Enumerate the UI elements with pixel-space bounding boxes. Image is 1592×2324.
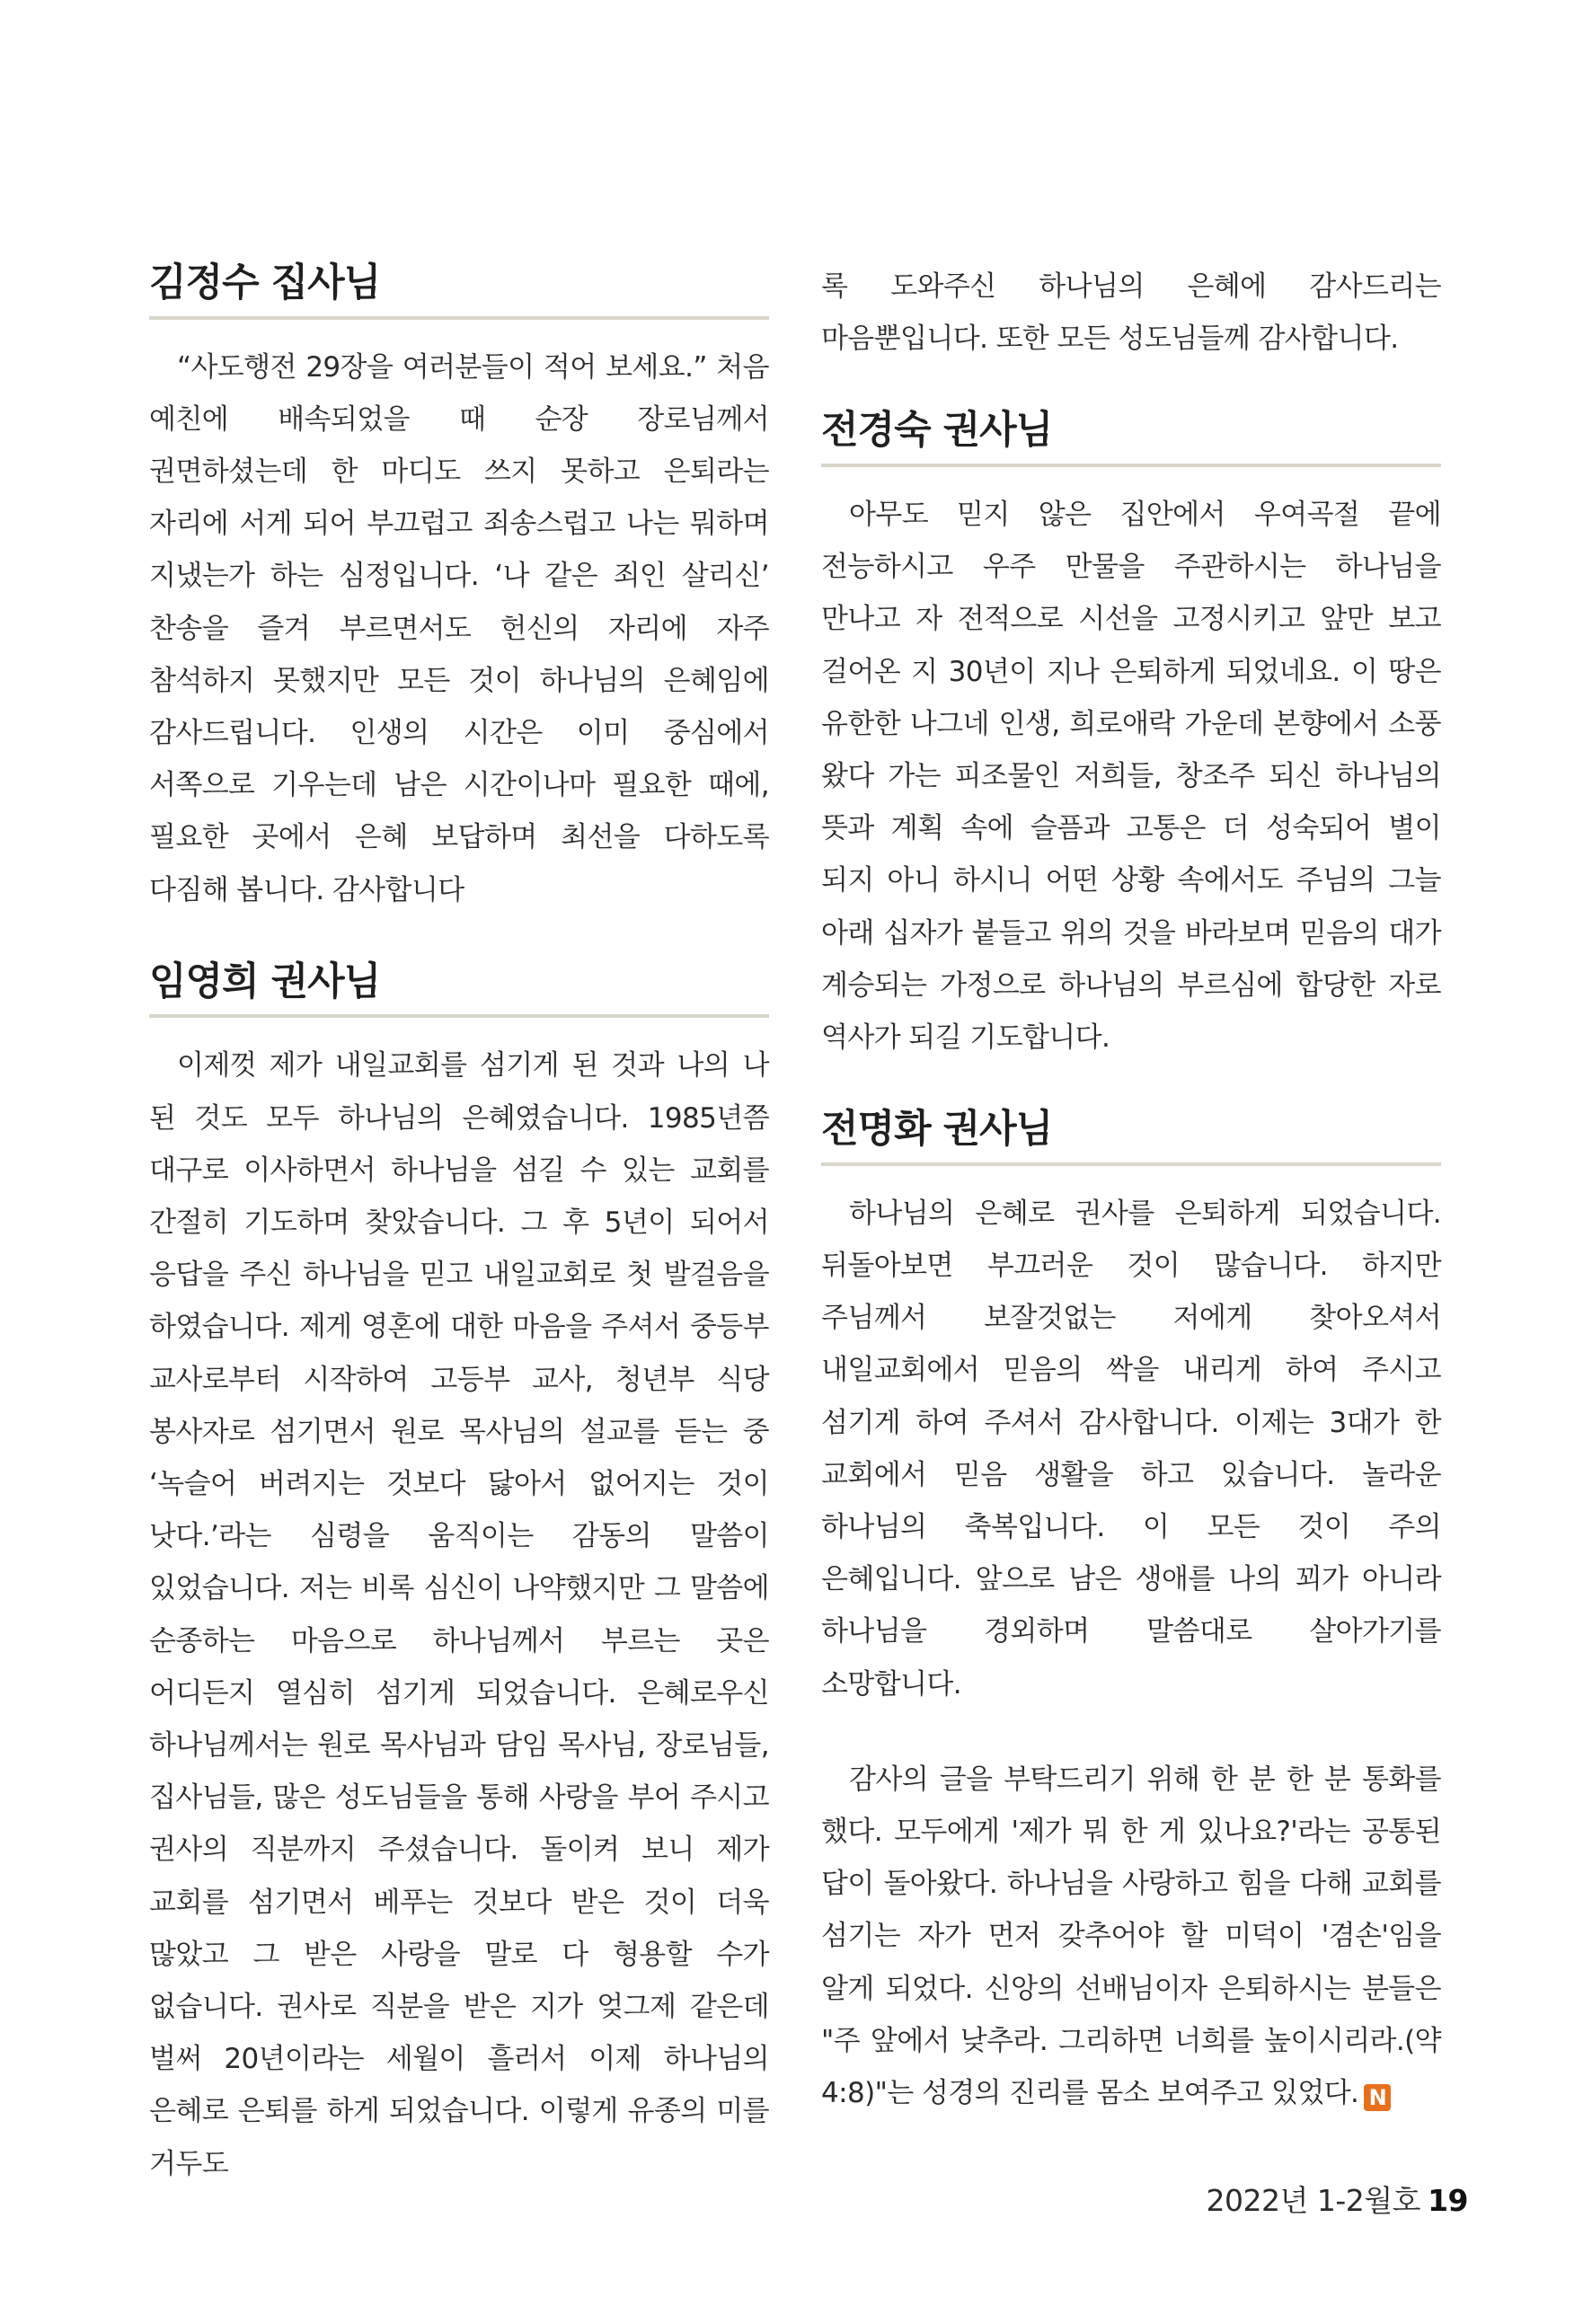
section-kim-jeongsu: [149, 261, 769, 916]
section-heading: 임영희 권사님: [149, 959, 769, 1019]
section-heading: 김정수 집사님: [149, 261, 769, 320]
closing-text: 감사의 글을 부탁드리기 위해 한 분 한 분 통화를 했다. 모두에게 '제가 뭐 한 게 있나요?'라는 공통된 답이 돌아왔다. 하나님을 사랑하고 힘을 다해 교회를 섬기는 자가 먼저 갖추어야 할 미덕이 '겸손'임을 알게 되었다. 신앙의 선배님이자 은퇴하시는 분들은 "주 앞에서 낮추라. 그리하면 너희를 높이시리라.(약 4:8)"는 성경의 진리를 몸소 보여주고 있었다.: [821, 1763, 1441, 2110]
left-column: [149, 261, 769, 2233]
closing-paragraph: [821, 1754, 1441, 2119]
section-heading: 전명화 권사님: [821, 1107, 1441, 1166]
section-body: 하나님의 은혜로 권사를 은퇴하게 되었습니다. 뒤돌아보면 부끄러운 것이 많습니다. 하지만 주님께서 보잘것없는 저에게 찾아오셔서 내일교회에서 믿음의 싹을 내리게 하여 주시고 섬기게 하여 주셔서 감사합니다. 이제는 3대가 한 교회에서 믿음 생활을 하고 있습니다. 놀라운 하나님의 축복입니다. 이 모든 것이 주의 은혜입니다. 앞으로 남은 생애를 나의 꾀가 아니라 하나님을 경외하며 말씀대로 살아가기를 소망합니다.: [821, 1197, 1441, 1701]
page-number: 19: [1428, 2183, 1468, 2218]
section-lim-younghee-continued: [821, 261, 1441, 365]
end-mark-icon: N: [1364, 2084, 1391, 2111]
issue-label: 2022년 1-2월호: [1206, 2183, 1421, 2218]
section-jeon-gyeongsuk: [821, 408, 1441, 1064]
section-heading: 전경숙 권사님: [821, 408, 1441, 467]
section-lim-younghee: [149, 959, 769, 2190]
section-jeon-myeonghwa: [821, 1107, 1441, 1710]
section-body: 아무도 믿지 않은 집안에서 우여곡절 끝에 전능하시고 우주 만물을 주관하시는 하나님을 만나고 자 전적으로 시선을 고정시키고 앞만 보고 걸어온 지 30년이 지나 은퇴하게 되었네요. 이 땅은 유한한 나그네 인생, 희로애락 가운데 본향에서 소풍 왔다 가는 피조물인 저희들, 창조주 되신 하나님의 뜻과 계획 속에 슬픔과 고통은 더 성숙되어 별이 되지 아니 하시니 어떤 상황 속에서도 주님의 그늘 아래 십자가 붙들고 위의 것을 바라보며 믿음의 대가 계승되는 가정으로 하나님의 부르심에 합당한 자로 역사가 되길 기도합니다.: [821, 499, 1441, 1055]
section-body-continued: 록 도와주신 하나님의 은혜에 감사드리는 마음뿐입니다. 또한 모든 성도님들께 감사합니다.: [821, 270, 1441, 356]
right-column: [821, 261, 1441, 2119]
section-body: “사도행전 29장을 여러분들이 적어 보세요.” 처음 예친에 배속되었을 때 순장 장로님께서 권면하셨는데 한 마디도 쓰지 못하고 은퇴라는 자리에 서게 되어 부끄럽고 죄송스럽고 나는 뭐하며 지냈는가 하는 심정입니다. ‘나 같은 죄인 살리신’ 찬송을 즐겨 부르면서도 헌신의 자리에 자주 참석하지 못했지만 모든 것이 하나님의 은혜임에 감사드립니다. 인생의 시간은 이미 중심에서 서쪽으로 기우는데 남은 시간이나마 필요한 때에, 필요한 곳에서 은혜 보답하며 최선을 다하도록 다짐해 봅니다. 감사합니다: [149, 350, 769, 906]
section-body: 이제껏 제가 내일교회를 섬기게 된 것과 나의 나 된 것도 모두 하나님의 은혜였습니다. 1985년쯤 대구로 이사하면서 하나님을 섬길 수 있는 교회를 간절히 기도하며 찾았습니다. 그 후 5년이 되어서 응답을 주신 하나님을 믿고 내일교회로 첫 발걸음을 하였습니다. 제게 영혼에 대한 마음을 주셔서 중등부 교사로부터 시작하여 고등부 교사, 청년부 식당 봉사자로 섬기면서 원로 목사님의 설교를 듣는 중 ‘녹슬어 버려지는 것보다 닳아서 없어지는 것이 낫다.’라는 심령을 움직이는 감동의 말씀이 있었습니다. 저는 비록 심신이 나약했지만 그 말씀에 순종하는 마음으로 하나님께서 부르는 곳은 어디든지 열심히 섬기게 되었습니다. 은혜로우신 하나님께서는 원로 목사님과 담임 목사님, 장로님들, 집사님들, 많은 성도님들을 통해 사랑을 부어 주시고 권사의 직분까지 주셨습니다. 돌이켜 보니 제가 교회를 섬기면서 베푸는 것보다 받은 것이 더욱 많았고 그 받은 사랑을 말로 다 형용할 수가 없습니다. 권사로 직분을 받은 지가 엊그제 같은데 벌써 20년이라는 세월이 흘러서 이제 하나님의 은혜로 은퇴를 하게 되었습니다. 이렇게 유종의 미를 거두도: [149, 1049, 769, 2180]
page-footer: [1207, 2178, 1468, 2220]
